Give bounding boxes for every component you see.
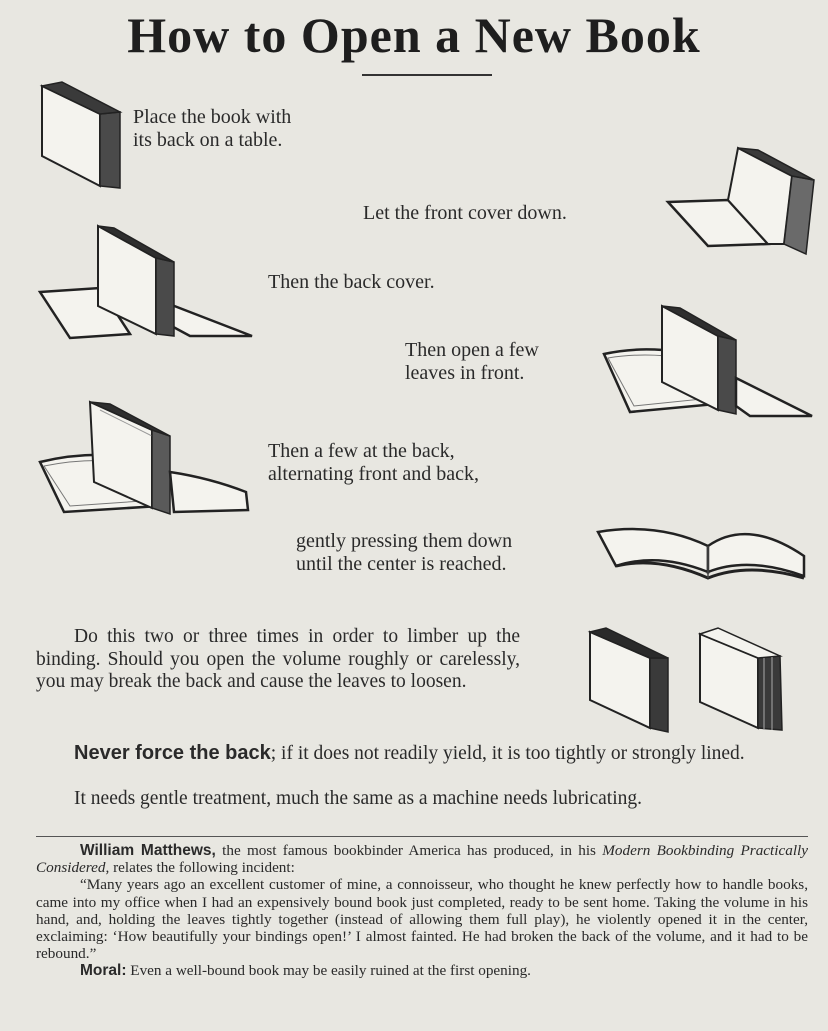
anecdote-author: William Matthews, (80, 842, 216, 859)
step-1-text (133, 106, 291, 152)
paragraph-limber-binding (36, 626, 520, 694)
anecdote-intro: the most famous bookbinder America has produced, in his (215, 842, 603, 859)
title-underline (362, 74, 492, 76)
step-4-text (405, 339, 539, 385)
step-1-line-2: its back on a table. (133, 129, 283, 151)
moral-text: Even a well-bound book may be easily ruined at the first opening. (126, 962, 531, 980)
anecdote-quote: “Many years ago an excellent customer of mine, a connoisseur, who thought he knew perfectly how to handle books, came into my office when I had an expensively bound book just completed, ready to be sent home. Taking the volume in his hand, and, holding the leaves tightly together (instead of allowing them full play), he violently opened it in the center, exclaiming: ‘How beautifully your bindings open!’ I almost fainted. He had broken the back of the volume, and it had to be rebound.” (36, 876, 808, 963)
illustration-book-closed-standing (40, 82, 130, 192)
illustration-leaves-at-back (40, 400, 252, 518)
step-6-line-2: until the center is reached. (296, 553, 507, 575)
illustration-back-cover-down (40, 226, 252, 340)
anecdote-book-title: Modern Bookbinding Practically Considered, (36, 842, 808, 877)
step-2-text (363, 202, 567, 225)
page-title: How to Open a New Book (127, 7, 701, 63)
paragraph-gentle-treatment (36, 788, 808, 811)
section-divider (36, 836, 808, 837)
step-1-line-1: Place the book with (133, 106, 292, 128)
paragraph-3-text: It needs gentle treatment, much the same as a machine needs lubricating. (74, 788, 642, 809)
step-4-line-1: Then open a few (405, 339, 539, 361)
step-4-line-2: leaves in front. (405, 362, 525, 384)
step-5-line-2: alternating front and back, (268, 463, 480, 485)
illustration-leaves-in-front (600, 306, 812, 418)
moral-label: Moral: (80, 962, 127, 980)
anecdote-intro-end: relates the following incident: (109, 859, 295, 877)
step-6-text (296, 530, 512, 576)
illustration-book-open-flat (598, 516, 810, 582)
step-2-line-1: Let the front cover down. (363, 202, 567, 224)
paragraph-1-text: Do this two or three times in order to limber up the binding. Should you open the volume roughly or carelessly, you may break the back and cause the leaves to loosen. (36, 626, 520, 692)
step-5-text (268, 440, 479, 486)
anecdote-block (36, 842, 808, 980)
never-force-bold: Never force the back (74, 742, 271, 764)
paragraph-never-force (36, 742, 808, 766)
never-force-rest: ; if it does not readily yield, it is too tightly or strongly lined. (270, 743, 745, 764)
step-3-line-1: Then the back cover. (268, 271, 435, 293)
step-6-line-1: gently pressing them down (296, 530, 513, 552)
step-5-line-1: Then a few at the back, (268, 440, 455, 462)
illustration-front-cover-down (668, 148, 816, 256)
illustration-closed-books-pair (588, 628, 788, 732)
step-3-text (268, 271, 435, 294)
